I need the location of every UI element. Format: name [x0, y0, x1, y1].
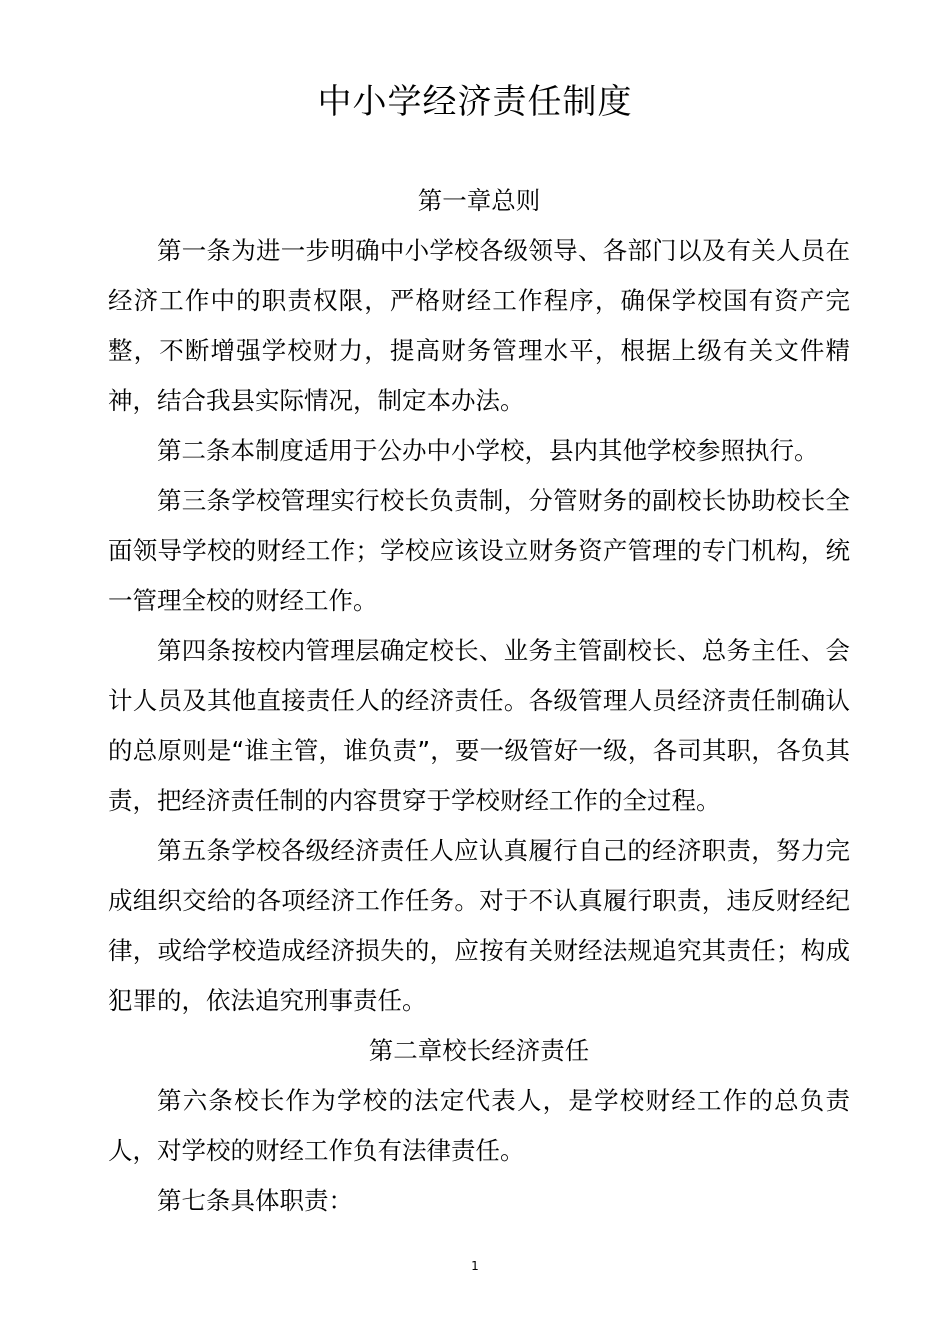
document-title: 中小学经济责任制度 [317, 82, 633, 122]
chapter-2-heading: 第二章校长经济责任 [368, 1036, 590, 1065]
article-5: 第五条学校各级经济责任人应认真履行自己的经济职责，努力完成组织交给的各项经济工作任务。对于不认真履行职责，违反财经纪律，或给学校造成经济损失的，应按有关财经法规追究其责任；构成犯罪的，依法追究刑事责任。 [108, 836, 850, 1015]
article-3: 第三条学校管理实行校长负责制，分管财务的副校长协助校长全面领导学校的财经工作；学校应该设立财务资产管理的专门机构，统一管理全校的财经工作。 [108, 486, 850, 615]
chapter-1-heading: 第一章总则 [417, 186, 541, 215]
article-7: 第七条具体职责： [157, 1186, 353, 1215]
article-4: 第四条按校内管理层确定校长、业务主管副校长、总务主任、会计人员及其他直接责任人的经济责任。各级管理人员经济责任制确认的总原则是“谁主管，谁负责”，要一级管好一级，各司其职，各负其责，把经济责任制的内容贯穿于学校财经工作的全过程。 [108, 636, 850, 815]
page-number: 1 [471, 1259, 479, 1273]
article-6: 第六条校长作为学校的法定代表人，是学校财经工作的总负责人，对学校的财经工作负有法律责任。 [108, 1086, 850, 1165]
document-body [108, 176, 850, 1226]
article-2: 第二条本制度适用于公办中小学校，县内其他学校参照执行。 [157, 436, 819, 465]
article-1: 第一条为进一步明确中小学校各级领导、各部门以及有关人员在经济工作中的职责权限，严格财经工作程序，确保学校国有资产完整，不断增强学校财力，提高财务管理水平，根据上级有关文件精神，结合我县实际情况，制定本办法。 [108, 236, 850, 415]
